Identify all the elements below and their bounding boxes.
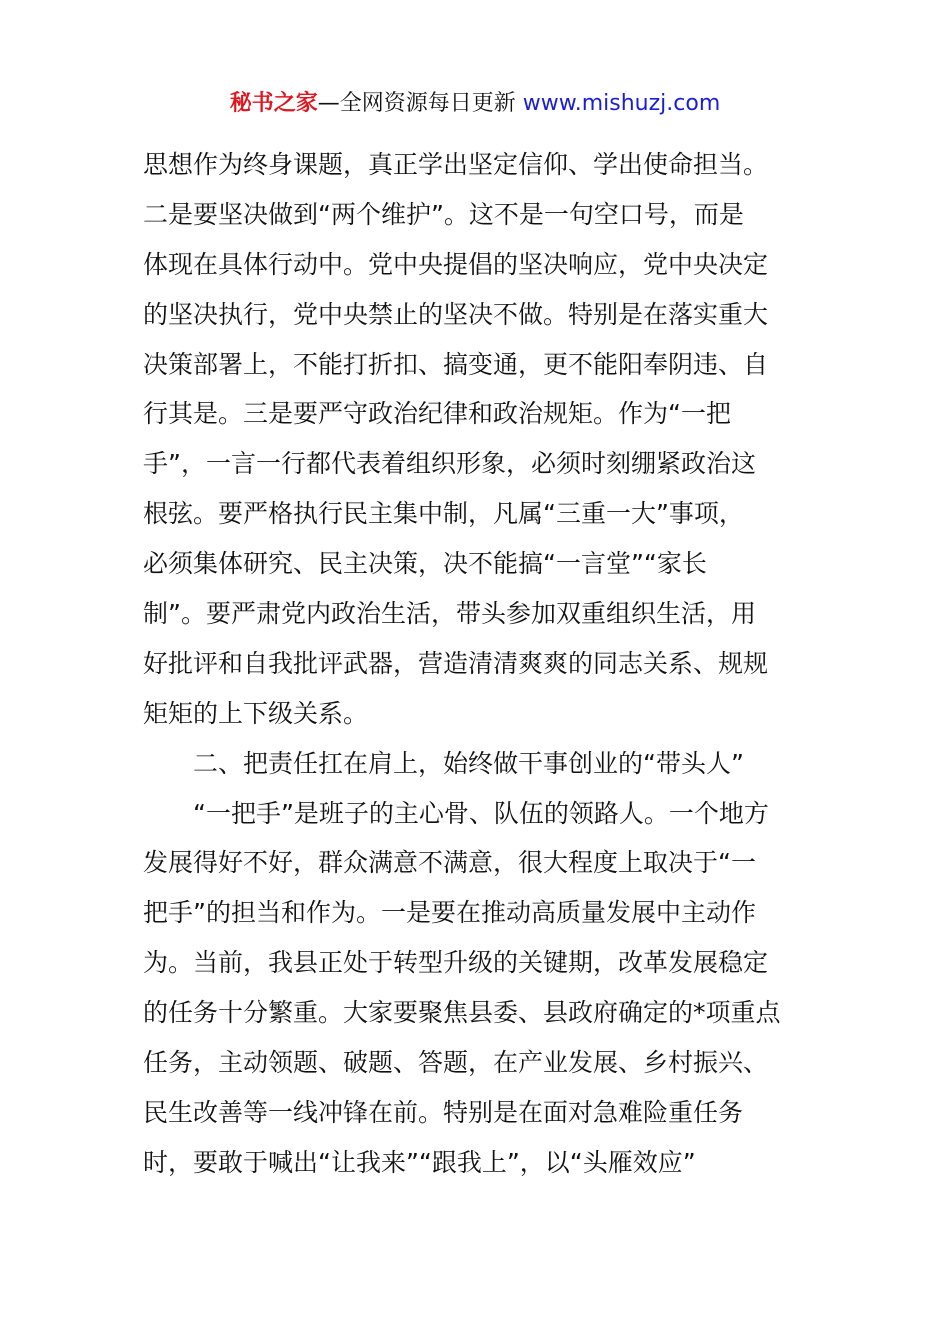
text-line: 把手”的担当和作为。一是要在推动高质量发展中主动作 — [143, 898, 756, 928]
text-line: 二是要坚决做到“两个维护”。这不是一句空口号，而是 — [143, 199, 744, 229]
text-line: 根弦。要严格执行民主集中制，凡属“三重一大”事项， — [143, 499, 744, 529]
text-line: 矩矩的上下级关系。 — [143, 698, 369, 728]
text-line: 时，要敢于喊出“让我来”“跟我上”，以“头雁效应” — [143, 1147, 696, 1177]
text-line: 的任务十分繁重。大家要聚焦县委、县政府确定的*项重点 — [143, 998, 781, 1028]
text-line: 任务，主动领题、破题、答题，在产业发展、乡村振兴、 — [143, 1048, 769, 1078]
text-line: 二、把责任扛在肩上，始终做干事创业的“带头人” — [193, 748, 744, 778]
text-line: 决策部署上，不能打折扣、搞变通，更不能阳奉阴违、自 — [143, 349, 769, 379]
text-line: 为。当前，我县正处于转型升级的关键期，改革发展稳定 — [143, 948, 769, 978]
text-line: 制”。要严肃党内政治生活，带头参加双重组织生活，用 — [143, 599, 756, 629]
page-header — [0, 88, 950, 120]
text-line: 发展得好不好，群众满意不满意，很大程度上取决于“一 — [143, 848, 756, 878]
text-line: 好批评和自我批评武器，营造清清爽爽的同志关系、规规 — [143, 648, 769, 678]
text-line: 手”，一言一行都代表着组织形象，必须时刻绷紧政治这 — [143, 449, 756, 479]
text-line: 思想作为终身课题，真正学出坚定信仰、学出使命担当。 — [143, 150, 769, 179]
text-line: “一把手”是班子的主心骨、队伍的领路人。一个地方 — [193, 798, 769, 828]
header-tagline: —全网资源每日更新 — [317, 91, 523, 116]
site-url[interactable]: www.mishuzj.com — [522, 91, 721, 116]
site-brand: 秘书之家 — [229, 91, 318, 116]
text-line: 的坚决执行，党中央禁止的坚决不做。特别是在落实重大 — [143, 299, 769, 329]
text-line: 民生改善等一线冲锋在前。特别是在面对急难险重任务 — [143, 1097, 744, 1127]
text-line: 必须集体研究、民主决策，决不能搞“一言堂”“家长 — [143, 549, 707, 579]
text-line: 行其是。三是要严守政治纪律和政治规矩。作为“一把 — [143, 399, 731, 429]
text-line: 体现在具体行动中。党中央提倡的坚决响应，党中央决定 — [143, 249, 769, 279]
document-body — [143, 140, 813, 1188]
